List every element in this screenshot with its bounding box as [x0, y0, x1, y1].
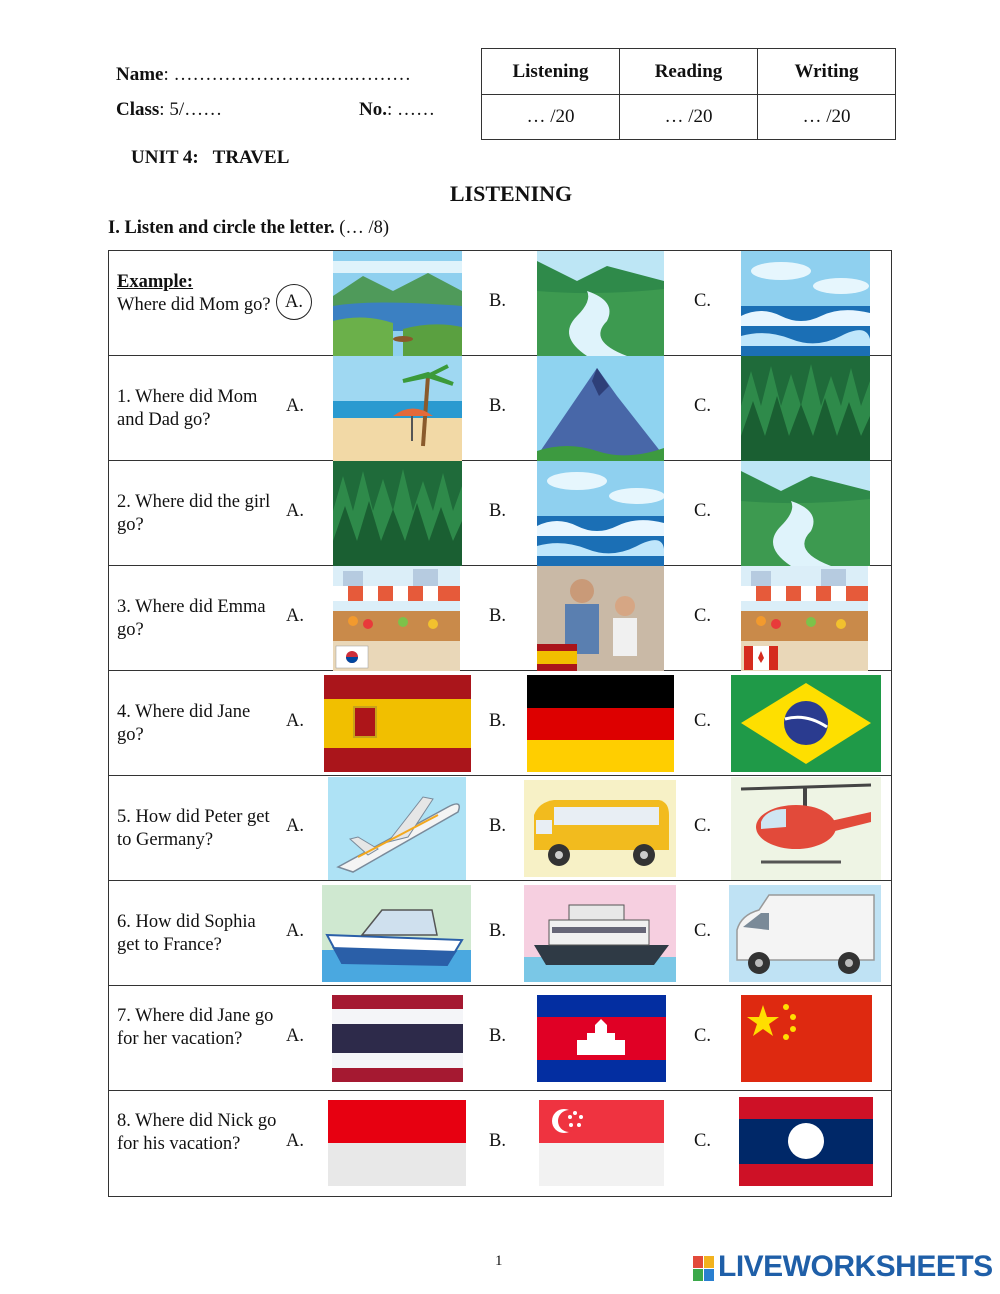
van-image: [729, 885, 881, 982]
question-row-7: [109, 986, 891, 1091]
option-a[interactable]: A.: [286, 921, 304, 941]
question-prompt: 5. How did Peter get to Germany?: [117, 807, 270, 850]
option-c[interactable]: C.: [694, 921, 711, 941]
singapore-flag-image: [539, 1100, 664, 1186]
section-title: LISTENING: [449, 181, 573, 206]
exercise-score: (… /8): [334, 218, 390, 238]
question-row-4: [109, 671, 891, 776]
option-a[interactable]: A.: [286, 711, 304, 731]
option-c[interactable]: C.: [694, 501, 711, 521]
number-field: [359, 99, 435, 121]
question-row-1: [109, 356, 891, 461]
forest-image: [333, 461, 462, 566]
china-flag-image: [741, 995, 872, 1082]
question-table: [108, 250, 892, 1197]
name-blank: : …………………….….………: [163, 64, 412, 85]
beach-image: [333, 356, 462, 461]
option-b[interactable]: B.: [489, 1131, 506, 1151]
option-a[interactable]: A.: [286, 396, 304, 416]
option-a[interactable]: [285, 291, 321, 327]
circled-answer-a[interactable]: A.: [276, 284, 312, 320]
page-number: 1: [495, 1253, 503, 1269]
option-a[interactable]: A.: [286, 606, 304, 626]
river-image: [741, 461, 870, 566]
indonesia-flag-image: [328, 1100, 466, 1186]
score-reading: … /20: [620, 95, 758, 140]
score-header-listening: Listening: [482, 49, 620, 95]
lake-image: [333, 251, 462, 356]
question-row-6: [109, 881, 891, 986]
speedboat-image: [322, 885, 471, 982]
singers-spain-image: [537, 566, 664, 671]
question-row-3: [109, 566, 891, 671]
market-korea-image: [333, 566, 460, 671]
question-prompt: 1. Where did Mom and Dad go?: [117, 387, 258, 430]
sea-image: [537, 461, 664, 566]
question-text: [117, 271, 277, 317]
option-c[interactable]: C.: [694, 816, 711, 836]
class-label: Class: [116, 99, 160, 120]
question-prompt: 4. Where did Jane go?: [117, 702, 251, 745]
score-header-reading: Reading: [620, 49, 758, 95]
sea-image: [741, 251, 870, 356]
minibus-image: [524, 780, 676, 877]
airplane-image: [328, 777, 466, 880]
brand-name: LIVEWORKSHEETS: [718, 1250, 993, 1283]
river-image: [537, 251, 664, 356]
number-label: No.: [359, 99, 387, 120]
question-row-example: [109, 251, 891, 356]
option-b[interactable]: B.: [489, 606, 506, 626]
question-row-8: [109, 1091, 891, 1196]
score-writing: … /20: [758, 95, 896, 140]
option-c[interactable]: C.: [694, 396, 711, 416]
score-table: [481, 48, 896, 140]
option-a[interactable]: A.: [286, 1026, 304, 1046]
brazil-flag-image: [731, 675, 881, 772]
option-b[interactable]: B.: [489, 1026, 506, 1046]
exercise-instruction: I. Listen and circle the letter.: [108, 218, 335, 238]
laos-flag-image: [739, 1097, 873, 1186]
spain-flag-image: [324, 675, 471, 772]
thailand-flag-image: [332, 995, 463, 1082]
question-prompt: 7. Where did Jane go for her vacation?: [117, 1006, 274, 1049]
question-prompt: 2. Where did the girl go?: [117, 492, 271, 535]
mountain-image: [537, 356, 664, 461]
question-row-2: [109, 461, 891, 566]
question-prompt: 8. Where did Nick go for his vacation?: [117, 1111, 277, 1154]
name-label: Name: [116, 64, 164, 85]
class-field: [116, 99, 222, 121]
option-c[interactable]: C.: [694, 1131, 711, 1151]
option-a[interactable]: A.: [286, 816, 304, 836]
option-b[interactable]: B.: [489, 921, 506, 941]
class-value: : 5/……: [159, 99, 223, 120]
question-prompt: 3. Where did Emma go?: [117, 597, 266, 640]
score-listening: … /20: [482, 95, 620, 140]
option-a[interactable]: A.: [286, 1131, 304, 1151]
option-c[interactable]: C.: [694, 711, 711, 731]
option-c[interactable]: C.: [694, 606, 711, 626]
example-label: Example:: [117, 272, 194, 292]
helicopter-image: [731, 777, 881, 880]
option-c[interactable]: C.: [694, 291, 711, 311]
option-b[interactable]: B.: [489, 291, 506, 311]
question-row-5: [109, 776, 891, 881]
option-b[interactable]: B.: [489, 501, 506, 521]
option-b[interactable]: B.: [489, 711, 506, 731]
exercise-title: [108, 218, 389, 239]
market-canada-image: [741, 566, 868, 671]
option-a[interactable]: A.: [286, 501, 304, 521]
germany-flag-image: [527, 675, 674, 772]
option-b[interactable]: B.: [489, 396, 506, 416]
option-b[interactable]: B.: [489, 816, 506, 836]
option-c[interactable]: C.: [694, 1026, 711, 1046]
score-header-writing: Writing: [758, 49, 896, 95]
question-prompt: Where did Mom go?: [117, 295, 271, 315]
ferry-image: [524, 885, 676, 982]
cambodia-flag-image: [537, 995, 666, 1082]
unit-title: UNIT 4: TRAVEL: [131, 147, 290, 168]
name-field: [116, 64, 411, 86]
forest-image: [741, 356, 870, 461]
liveworksheets-logo-icon: [693, 1256, 715, 1282]
question-prompt: 6. How did Sophia get to France?: [117, 912, 256, 955]
number-value: : ……: [386, 99, 436, 120]
